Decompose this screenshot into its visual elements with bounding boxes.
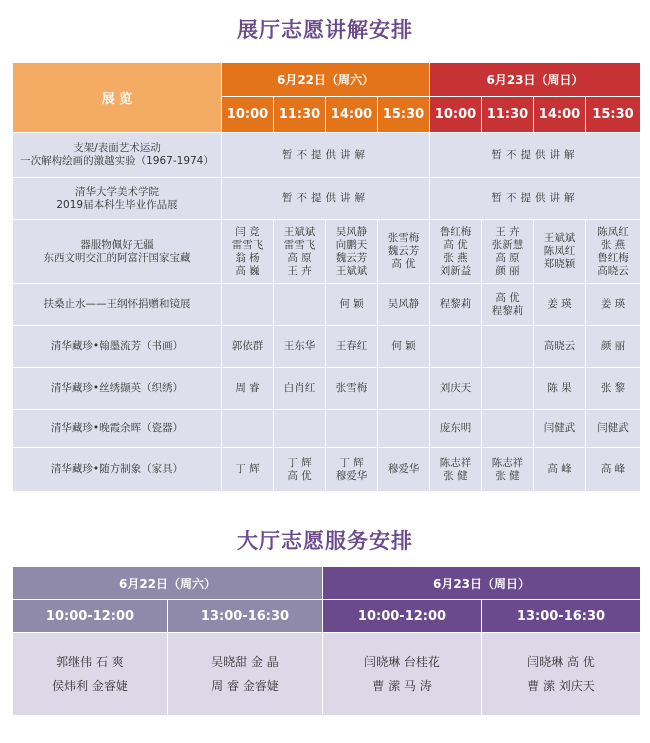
- exhibition-name: [13, 220, 222, 284]
- volunteer-name: 王东华: [283, 340, 316, 352]
- volunteer-cell: [586, 410, 641, 448]
- service-day2-header: 6月23日（周日）: [323, 567, 641, 600]
- exhibition-name-line: 扶桑止水——王纲怀捐赠和镜展: [43, 298, 191, 310]
- volunteer-cell: [326, 284, 378, 326]
- volunteer-cell: [482, 326, 534, 368]
- schedule-row: [13, 410, 641, 448]
- exhibition-name: [13, 368, 222, 410]
- volunteer-name: 张 燕: [443, 251, 468, 264]
- service-volunteer-names: 侯炜利 金睿婕: [52, 679, 128, 693]
- volunteer-cell: [378, 284, 430, 326]
- service-schedule-title: 大厅志愿服务安排: [237, 529, 413, 553]
- day2-header: 6月23日（周日）: [430, 63, 641, 97]
- volunteer-name: 刘庆天: [439, 382, 472, 394]
- slot-header: 15:30: [378, 97, 430, 133]
- service-volunteer-names: 吴晓甜 金 晶: [211, 655, 279, 669]
- volunteer-name: 王斌斌: [335, 264, 368, 277]
- exhibit-schedule-table: [12, 62, 641, 492]
- volunteer-cell: [534, 410, 586, 448]
- volunteer-cell: [326, 326, 378, 368]
- not-available-notice: 暂不提供讲解: [222, 133, 430, 178]
- volunteer-name: 周 睿: [235, 382, 260, 394]
- service-volunteer-cell: [168, 633, 323, 716]
- volunteer-name: 张 健: [495, 469, 520, 482]
- volunteer-name: 程黎莉: [491, 304, 524, 317]
- exhibition-name: [13, 326, 222, 368]
- volunteer-cell: [274, 326, 326, 368]
- schedule-row: [13, 326, 641, 368]
- volunteer-name: 雷雪飞: [231, 238, 264, 251]
- volunteer-name: 王 卉: [495, 225, 520, 238]
- exhibition-name: [13, 178, 222, 220]
- volunteer-cell: [274, 410, 326, 448]
- volunteer-name: 陈凤红: [543, 245, 576, 257]
- volunteer-name: 丁 辉: [287, 456, 312, 469]
- volunteer-cell: [534, 220, 586, 284]
- exhibition-name-line: 清华藏珍•丝绣撷英（织绣）: [50, 382, 184, 394]
- volunteer-name: 吴风静: [335, 225, 368, 238]
- volunteer-cell: [430, 368, 482, 410]
- volunteer-cell: [430, 326, 482, 368]
- volunteer-name: 闫健武: [597, 422, 629, 434]
- volunteer-name: 何 颖: [339, 298, 364, 310]
- volunteer-name: 翁 杨: [235, 251, 260, 264]
- service-volunteer-names: 闫晓琳 高 优: [527, 655, 595, 669]
- exhibition-name-line: 一次解构绘画的激越实验（1967-1974）: [20, 155, 214, 167]
- service-slot-header: 13:00-16:30: [482, 600, 641, 633]
- exhibition-name: [13, 448, 222, 492]
- volunteer-name: 高 优: [391, 258, 416, 270]
- volunteer-name: 张 健: [443, 469, 468, 482]
- volunteer-name: 丁 辉: [339, 456, 364, 469]
- volunteer-cell: [482, 368, 534, 410]
- volunteer-cell: [586, 284, 641, 326]
- volunteer-name: 高 巍: [235, 264, 260, 277]
- volunteer-name: 王斌斌: [543, 232, 576, 244]
- volunteer-name: 高 原: [287, 251, 312, 264]
- volunteer-cell: [534, 284, 586, 326]
- volunteer-cell: [586, 326, 641, 368]
- slot-header: 15:30: [586, 97, 641, 133]
- service-day1-header: 6月22日（周六）: [13, 567, 323, 600]
- schedule-row: [13, 178, 641, 220]
- volunteer-name: 穆爱华: [335, 469, 368, 482]
- volunteer-name: 闫 竞: [235, 225, 260, 238]
- volunteer-cell: [482, 220, 534, 284]
- not-available-notice: 暂不提供讲解: [430, 133, 641, 178]
- volunteer-name: 姜 瑛: [547, 298, 572, 310]
- volunteer-name: 雷雪飞: [283, 238, 316, 251]
- volunteer-name: 高晓云: [543, 340, 576, 352]
- not-available-notice: 暂不提供讲解: [430, 178, 641, 220]
- service-schedule-table: [12, 566, 641, 716]
- volunteer-name: 陈凤红: [597, 225, 629, 238]
- volunteer-cell: [378, 220, 430, 284]
- service-volunteer-names: 周 睿 金睿婕: [211, 679, 279, 693]
- schedule-row: [13, 448, 641, 492]
- volunteer-name: 魏云芳: [335, 251, 368, 264]
- volunteer-cell: [222, 410, 274, 448]
- volunteer-cell: [430, 448, 482, 492]
- schedule-row: [13, 220, 641, 284]
- volunteer-name: 向鹏天: [335, 238, 368, 251]
- day1-header: 6月22日（周六）: [222, 63, 430, 97]
- volunteer-cell: [430, 410, 482, 448]
- volunteer-cell: [534, 326, 586, 368]
- exhibition-name: [13, 133, 222, 178]
- service-volunteer-cell: [482, 633, 641, 716]
- exhibition-name: [13, 284, 222, 326]
- exhibition-name-line: 清华藏珍•翰墨流芳（书画）: [50, 340, 184, 352]
- volunteer-name: 颜 丽: [600, 340, 626, 352]
- volunteer-name: 何 颖: [391, 340, 416, 352]
- volunteer-name: 刘新益: [439, 264, 472, 277]
- not-available-notice: 暂不提供讲解: [222, 178, 430, 220]
- volunteer-cell: [534, 368, 586, 410]
- volunteer-name: 张雪梅: [335, 382, 368, 394]
- service-volunteer-cell: [323, 633, 482, 716]
- volunteer-name: 白肖红: [283, 382, 316, 394]
- exhibition-header: 展 览: [13, 63, 222, 133]
- volunteer-cell: [222, 220, 274, 284]
- volunteer-cell: [326, 220, 378, 284]
- service-slot-header: 13:00-16:30: [168, 600, 323, 633]
- volunteer-name: 陈 果: [547, 382, 572, 394]
- volunteer-name: 陈志祥: [491, 456, 524, 469]
- volunteer-cell: [222, 326, 274, 368]
- volunteer-name: 鲁红梅: [597, 251, 629, 264]
- exhibition-name-line: 东西文明交汇的阿富汗国家宝藏: [43, 251, 191, 264]
- volunteer-name: 张 黎: [600, 382, 626, 394]
- volunteer-name: 高 优: [287, 469, 312, 482]
- volunteer-cell: [274, 220, 326, 284]
- volunteer-cell: [482, 410, 534, 448]
- slot-header: 14:00: [534, 97, 586, 133]
- volunteer-cell: [222, 448, 274, 492]
- volunteer-cell: [482, 284, 534, 326]
- volunteer-name: 王春红: [335, 340, 368, 352]
- slot-header: 10:00: [430, 97, 482, 133]
- slot-header: 11:30: [274, 97, 326, 133]
- schedule-row: [13, 368, 641, 410]
- exhibition-name-line: 清华藏珍•随方制象（家具）: [50, 463, 184, 475]
- schedule-row: [13, 133, 641, 178]
- volunteer-cell: [326, 368, 378, 410]
- exhibition-name-line: 清华大学美术学院: [75, 185, 159, 198]
- volunteer-cell: [378, 410, 430, 448]
- service-slot-header: 10:00-12:00: [13, 600, 168, 633]
- volunteer-name: 张雪梅: [387, 232, 420, 244]
- schedule-row: [13, 284, 641, 326]
- volunteer-name: 张新慧: [491, 238, 524, 251]
- volunteer-cell: [274, 284, 326, 326]
- volunteer-cell: [586, 448, 641, 492]
- volunteer-name: 颜 丽: [495, 264, 520, 277]
- volunteer-name: 庞东明: [439, 422, 472, 434]
- volunteer-name: 陈志祥: [439, 456, 472, 469]
- volunteer-name: 高 峰: [600, 463, 626, 475]
- service-volunteer-names: 郭继伟 石 爽: [56, 655, 124, 669]
- volunteer-cell: [482, 448, 534, 492]
- volunteer-name: 穆爱华: [387, 463, 420, 475]
- volunteer-name: 高晓云: [597, 264, 629, 277]
- exhibit-schedule-title: 展厅志愿讲解安排: [237, 18, 413, 42]
- volunteer-cell: [534, 448, 586, 492]
- exhibition-name: [13, 410, 222, 448]
- service-volunteer-names: 闫晓琳 台桂花: [364, 655, 440, 669]
- slot-header: 10:00: [222, 97, 274, 133]
- volunteer-name: 鲁红梅: [439, 225, 472, 238]
- volunteer-name: 王斌斌: [283, 225, 316, 238]
- volunteer-cell: [326, 448, 378, 492]
- service-volunteer-cell: [13, 633, 168, 716]
- volunteer-cell: [586, 368, 641, 410]
- exhibition-name-line: 器服物佩好无疆: [80, 238, 154, 251]
- volunteer-cell: [222, 368, 274, 410]
- volunteer-cell: [378, 448, 430, 492]
- slot-header: 11:30: [482, 97, 534, 133]
- volunteer-cell: [274, 368, 326, 410]
- volunteer-name: 高 峰: [547, 463, 572, 475]
- volunteer-name: 丁 辉: [235, 463, 260, 475]
- exhibition-name-line: 清华藏珍•晚霞余晖（瓷器）: [50, 422, 184, 434]
- volunteer-name: 郭依群: [231, 340, 264, 352]
- service-slot-header: 10:00-12:00: [323, 600, 482, 633]
- volunteer-cell: [430, 284, 482, 326]
- exhibition-name-line: 2019届本科生毕业作品展: [56, 198, 178, 211]
- volunteer-name: 吴风静: [387, 298, 420, 310]
- volunteer-name: 闫健武: [543, 422, 576, 434]
- volunteer-name: 高 优: [495, 291, 520, 304]
- volunteer-name: 王 卉: [287, 264, 312, 277]
- volunteer-name: 姜 瑛: [600, 298, 626, 310]
- volunteer-cell: [430, 220, 482, 284]
- volunteer-cell: [326, 410, 378, 448]
- exhibition-name-line: 支架/表面艺术运动: [73, 142, 161, 154]
- volunteer-name: 程黎莉: [439, 298, 472, 310]
- service-volunteer-names: 曹 潆 刘庆天: [527, 679, 595, 693]
- volunteer-name: 魏云芳: [387, 245, 420, 257]
- slot-header: 14:00: [326, 97, 378, 133]
- volunteer-name: 高 原: [495, 251, 520, 264]
- volunteer-name: 张 燕: [600, 238, 626, 251]
- volunteer-name: 高 优: [443, 238, 468, 251]
- volunteer-cell: [222, 284, 274, 326]
- volunteer-cell: [586, 220, 641, 284]
- volunteer-name: 郑晓颖: [543, 258, 576, 270]
- volunteer-cell: [274, 448, 326, 492]
- volunteer-cell: [378, 368, 430, 410]
- service-volunteer-names: 曹 潆 马 涛: [372, 679, 432, 693]
- volunteer-cell: [378, 326, 430, 368]
